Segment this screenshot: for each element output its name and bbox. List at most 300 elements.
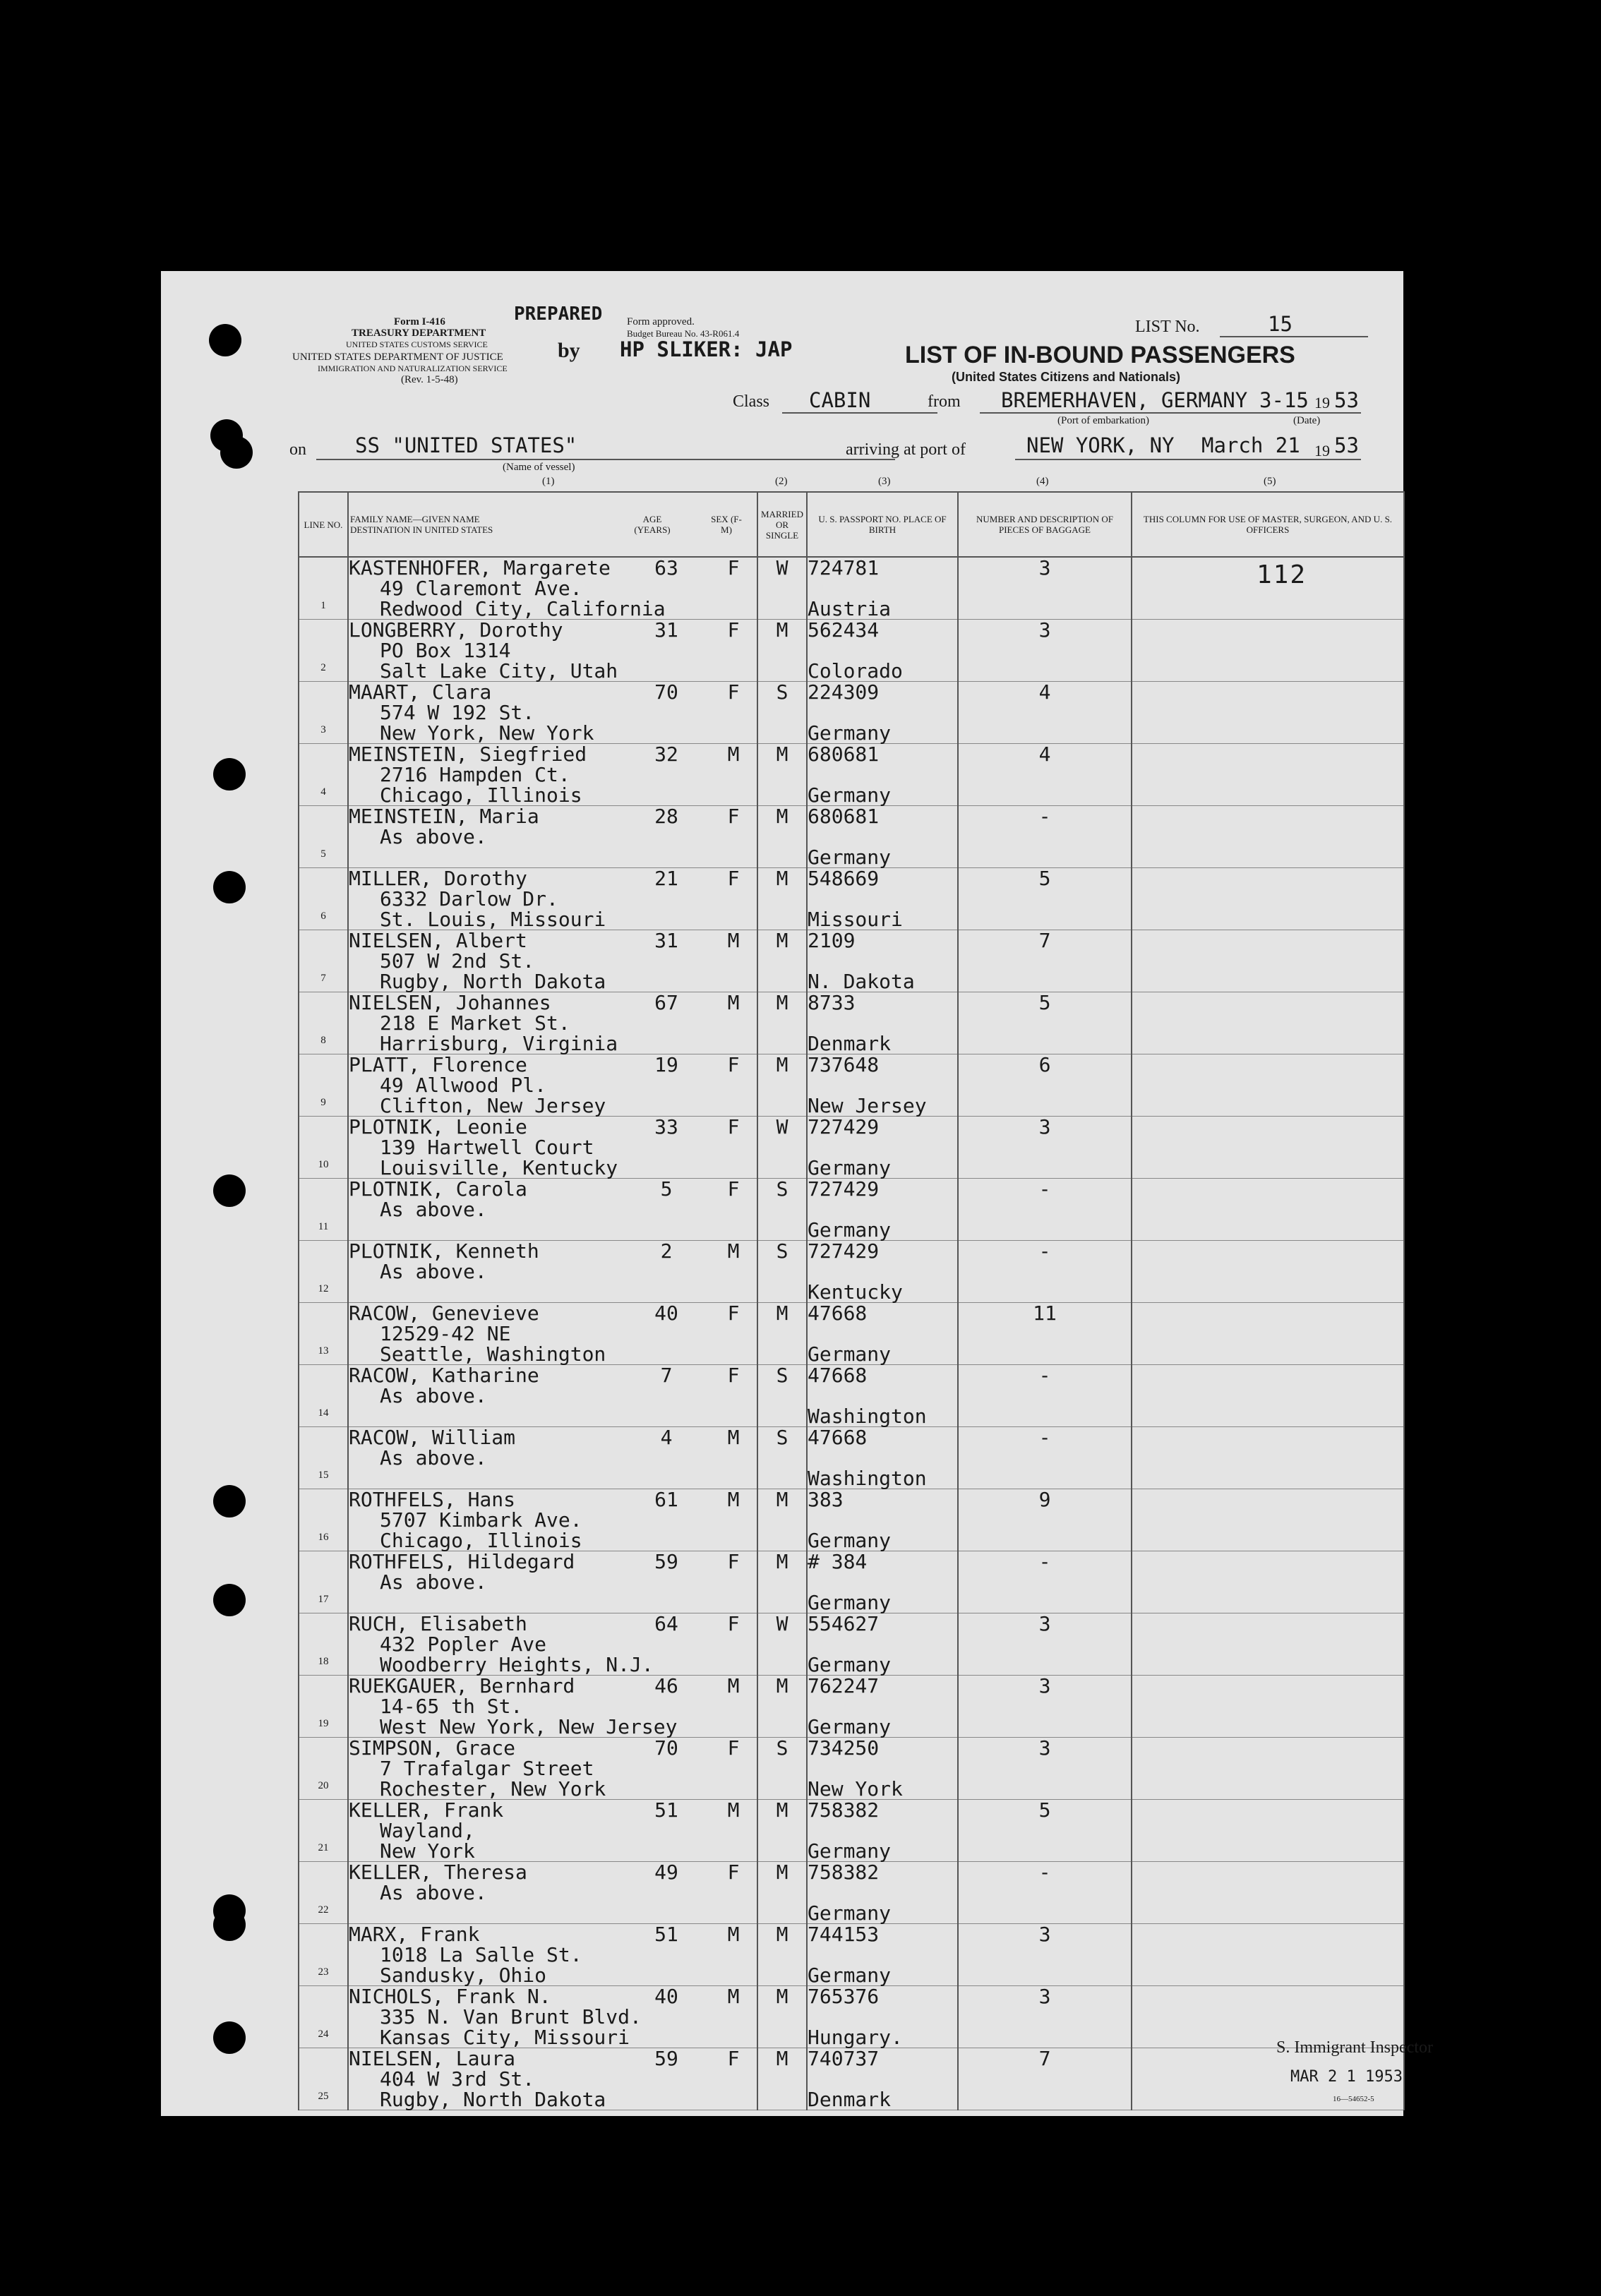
page-title: LIST OF IN-BOUND PASSENGERS [905,342,1295,368]
address-line-1: As above. [380,1260,487,1283]
passenger-name-cell [348,1054,757,1117]
passenger-name-cell [348,992,757,1054]
address-line-2: Chicago, Illinois [380,1529,582,1552]
officer-cell [1132,744,1404,806]
line-number: 13 [299,1303,348,1365]
baggage-count: 3 [958,1117,1132,1179]
passenger-age: 59 [654,2047,678,2070]
passenger-name-cell [348,682,757,744]
officer-cell [1132,1179,1404,1241]
address-line-2: Redwood City, California [380,597,666,620]
passenger-age: 59 [654,1550,678,1573]
table-row [299,1800,1404,1862]
address-line-2: New York, New York [380,721,594,745]
place-of-birth: Colorado [808,659,903,683]
col-num-5: (5) [1264,476,1276,487]
place-of-birth: Germany [808,1529,892,1552]
place-of-birth: Germany [808,721,892,745]
address-line-2: St. Louis, Missouri [380,908,606,931]
form-number: Form I-416 [394,316,445,327]
line-number: 9 [299,1054,348,1117]
passport-cell [807,1179,958,1241]
baggage-count: 9 [958,1489,1132,1551]
passport-number: 383 [808,1488,844,1511]
passenger-name: PLATT, Florence [349,1053,527,1076]
passport-number: 47668 [808,1302,868,1325]
line-number: 6 [299,868,348,930]
punch-hole [213,1174,246,1207]
marital-status: W [757,1117,807,1179]
class-label: Class [733,392,770,411]
passport-cell [807,1738,958,1800]
passenger-name: RACOW, Katharine [349,1364,539,1387]
passenger-sex: M [727,1798,740,1822]
passenger-name: PLOTNIK, Leonie [349,1115,527,1138]
passenger-name-cell [348,1800,757,1862]
passport-number: 758382 [808,1798,880,1822]
baggage-count: - [958,1427,1132,1489]
officer-cell [1132,992,1404,1054]
address-line-2: Rochester, New York [380,1777,606,1801]
line-number: 25 [299,2048,348,2110]
passport-cell [807,1551,958,1613]
passport-number: 727429 [808,1115,880,1138]
passenger-name: MEINSTEIN, Maria [349,805,539,828]
address-line-1: 6332 Darlow Dr. [380,887,558,910]
passenger-name-cell [348,1924,757,1986]
col-num-3: (3) [878,476,891,487]
passenger-age: 7 [660,1364,673,1387]
baggage-count: 3 [958,557,1132,620]
marital-status: W [757,1613,807,1676]
date-caption: (Date) [1293,415,1321,426]
passport-cell [807,744,958,806]
embark-port: BREMERHAVEN, GERMANY [1001,388,1248,412]
passport-number: 680681 [808,743,880,766]
col-num-4: (4) [1036,476,1049,487]
passport-cell [807,1054,958,1117]
passenger-name-cell [348,1489,757,1551]
passenger-sex: F [727,1861,740,1884]
line-number: 3 [299,682,348,744]
baggage-count: 4 [958,744,1132,806]
table-row [299,992,1404,1054]
place-of-birth: Denmark [808,2088,892,2111]
passenger-age: 70 [654,1736,678,1760]
line-number: 7 [299,930,348,992]
place-of-birth: Germany [808,1342,892,1366]
passenger-name-cell [348,1738,757,1800]
passport-cell [807,930,958,992]
line-number: 21 [299,1800,348,1862]
baggage-count: - [958,1241,1132,1303]
address-line-1: 218 E Market St. [380,1011,570,1035]
passenger-sex: M [727,929,740,952]
address-line-2: West New York, New Jersey [380,1715,678,1738]
marital-status: M [757,2048,807,2110]
marital-status: M [757,1800,807,1862]
line-number: 2 [299,620,348,682]
col-married: MARRIED OR SINGLE [757,492,807,557]
passenger-name: MAART, Clara [349,680,492,704]
passenger-sex: M [727,991,740,1014]
baggage-count: 3 [958,1676,1132,1738]
table-row [299,744,1404,806]
address-line-1: Wayland, [380,1819,475,1842]
passenger-sex: M [727,743,740,766]
address-line-1: As above. [380,1881,487,1904]
passenger-name-cell [348,1862,757,1924]
officer-cell [1132,1738,1404,1800]
passport-number: 758382 [808,1861,880,1884]
ins-service: IMMIGRATION AND NATURALIZATION SERVICE [318,363,508,373]
address-line-1: 432 Popler Ave [380,1633,547,1656]
passenger-name: NIELSEN, Laura [349,2047,516,2070]
line-number: 15 [299,1427,348,1489]
treasury-dept: TREASURY DEPARTMENT [352,327,486,339]
passenger-name-cell [348,1117,757,1179]
passenger-age: 21 [654,867,678,890]
line-number: 20 [299,1738,348,1800]
passport-number: 724781 [808,556,880,579]
passport-number: 47668 [808,1426,868,1449]
passenger-age: 64 [654,1612,678,1635]
passenger-age: 32 [654,743,678,766]
embark-year-prefix: 19 [1314,394,1330,411]
arrival-date: March 21 [1201,433,1300,457]
officer-cell [1132,620,1404,682]
passport-cell [807,1800,958,1862]
passenger-name-cell [348,1241,757,1303]
table-row [299,1924,1404,1986]
passenger-sex: F [727,680,740,704]
passenger-name: RUCH, Elisabeth [349,1612,527,1635]
passenger-age: 19 [654,1053,678,1076]
passport-cell [807,1117,958,1179]
place-of-birth: Germany [808,1653,892,1676]
line-number: 24 [299,1986,348,2048]
marital-status: S [757,1179,807,1241]
passport-number: 47668 [808,1364,868,1387]
place-of-birth: New York [808,1777,903,1801]
arrival-port: NEW YORK, NY [1026,433,1175,457]
passport-number: 2109 [808,929,856,952]
passport-number: 765376 [808,1985,880,2008]
baggage-count: 3 [958,1986,1132,2048]
passenger-name-cell [348,1427,757,1489]
punch-hole [213,871,246,903]
baggage-count: 4 [958,682,1132,744]
place-of-birth: Germany [808,1156,892,1179]
officer-cell [1132,1054,1404,1117]
punch-hole [213,1485,246,1517]
address-line-1: 49 Claremont Ave. [380,577,582,600]
address-line-2: Rugby, North Dakota [380,2088,606,2111]
passport-number: 554627 [808,1612,880,1635]
marital-status: W [757,557,807,620]
passport-number: 562434 [808,618,880,642]
list-no: 15 [1268,312,1293,336]
marital-status: M [757,1986,807,2048]
passport-cell [807,1924,958,1986]
col-sex: SEX (F-M) [711,514,742,535]
justice-dept: UNITED STATES DEPARTMENT OF JUSTICE [292,351,503,363]
table-row [299,1303,1404,1365]
arriving-label: arriving at port of [846,440,966,459]
place-of-birth: Germany [808,1964,892,1987]
marital-status: M [757,620,807,682]
line-number: 17 [299,1551,348,1613]
place-of-birth: Germany [808,1839,892,1863]
marital-status: M [757,1676,807,1738]
vessel-name: SS "UNITED STATES" [355,433,577,457]
passenger-name-cell [348,1179,757,1241]
address-line-2: Harrisburg, Virginia [380,1032,618,1055]
place-of-birth: Germany [808,1715,892,1738]
marital-status: M [757,1489,807,1551]
passenger-name: MEINSTEIN, Siegfried [349,743,587,766]
baggage-count: 5 [958,992,1132,1054]
passenger-name: MILLER, Dorothy [349,867,527,890]
passenger-name: PLOTNIK, Kenneth [349,1239,539,1263]
passport-number: 680681 [808,805,880,828]
passenger-name-cell [348,868,757,930]
passenger-sex: F [727,867,740,890]
stamp-date: MAR 2 1 1953 [1290,2068,1403,2086]
list-no-label: LIST No. [1135,318,1200,336]
passenger-sex: F [727,1612,740,1635]
passport-number: 727429 [808,1239,880,1263]
table-row [299,1551,1404,1613]
passenger-age: 40 [654,1302,678,1325]
table-row [299,682,1404,744]
marital-status: S [757,1427,807,1489]
officer-note: 112 [1257,560,1307,589]
punch-hole [209,324,241,356]
passport-number: 734250 [808,1736,880,1760]
baggage-count: - [958,806,1132,868]
punch-hole [220,436,253,469]
passenger-sex: M [727,1923,740,1946]
table-row [299,1676,1404,1738]
prepared-label: PREPARED [514,303,603,325]
passenger-name: SIMPSON, Grace [349,1736,516,1760]
place-of-birth: N. Dakota [808,970,915,993]
table-row [299,1427,1404,1489]
officer-cell [1132,806,1404,868]
officer-cell [1132,682,1404,744]
passenger-sex: F [727,1302,740,1325]
page-subtitle: (United States Citizens and Nationals) [952,370,1181,384]
passport-cell [807,557,958,620]
passenger-name-cell [348,1551,757,1613]
marital-status: S [757,1365,807,1427]
passport-cell [807,620,958,682]
passenger-name: RUEKGAUER, Bernhard [349,1674,575,1697]
col-age: AGE (YEARS) [634,514,671,535]
col-name [348,492,757,557]
passenger-name: LONGBERRY, Dorothy [349,618,563,642]
line-number: 23 [299,1924,348,1986]
address-line-1: 5707 Kimbark Ave. [380,1508,582,1532]
passenger-sex: F [727,1364,740,1387]
marital-status: M [757,1303,807,1365]
punch-hole [213,1909,246,1941]
place-of-birth: Washington [808,1467,927,1490]
passenger-age: 63 [654,556,678,579]
passenger-name-cell [348,1676,757,1738]
officer-cell [1132,868,1404,930]
passenger-sex: F [727,618,740,642]
col-officers: THIS COLUMN FOR USE OF MASTER, SURGEON, AND U. S. OFFICERS [1132,492,1404,557]
table-row [299,1117,1404,1179]
table-row [299,620,1404,682]
passport-cell [807,1365,958,1427]
passenger-sex: M [727,1488,740,1511]
address-line-1: 404 W 3rd St. [380,2067,535,2091]
passenger-sex: M [727,1674,740,1697]
passport-cell [807,1862,958,1924]
marital-status: M [757,1924,807,1986]
officer-cell [1132,1303,1404,1365]
passport-number: 727429 [808,1177,880,1201]
marital-status: M [757,930,807,992]
line-number: 16 [299,1489,348,1551]
line-number: 22 [299,1862,348,1924]
vessel-caption: (Name of vessel) [503,462,575,473]
passenger-age: 70 [654,680,678,704]
passport-cell [807,1241,958,1303]
passenger-age: 51 [654,1923,678,1946]
table-row [299,1054,1404,1117]
address-line-1: 12529-42 NE [380,1322,511,1345]
officer-cell [1132,1117,1404,1179]
baggage-count: 3 [958,1738,1132,1800]
punch-hole [213,758,246,791]
line-number: 4 [299,744,348,806]
passport-number: 548669 [808,867,880,890]
passport-number: 744153 [808,1923,880,1946]
col-name-label: FAMILY NAME—GIVEN NAME DESTINATION IN UNITED STATES [350,514,493,535]
arrival-year: 53 [1334,433,1359,457]
passenger-name: NICHOLS, Frank N. [349,1985,551,2008]
marital-status: M [757,868,807,930]
passport-cell [807,992,958,1054]
passenger-name-cell [348,930,757,992]
officer-cell [1132,1924,1404,1986]
passport-cell [807,682,958,744]
place-of-birth: Missouri [808,908,903,931]
passenger-name: RACOW, William [349,1426,516,1449]
baggage-count: 6 [958,1054,1132,1117]
passenger-name-cell [348,1303,757,1365]
port-caption: (Port of embarkation) [1057,415,1149,426]
baggage-count: 5 [958,1800,1132,1862]
passenger-name-cell [348,744,757,806]
line-number: 14 [299,1365,348,1427]
officer-cell [1132,1489,1404,1551]
baggage-count: 5 [958,868,1132,930]
table-row [299,1613,1404,1676]
passport-cell [807,868,958,930]
officer-cell [1132,930,1404,992]
address-line-1: 335 N. Van Brunt Blvd. [380,2005,642,2028]
marital-status: S [757,1738,807,1800]
passenger-sex: M [727,1985,740,2008]
address-line-1: 1018 La Salle St. [380,1943,582,1966]
place-of-birth: Germany [808,1218,892,1242]
baggage-count: 11 [958,1303,1132,1365]
line-number: 11 [299,1179,348,1241]
passport-cell [807,2048,958,2110]
address-line-2: New York [380,1839,475,1863]
place-of-birth: Germany [808,1901,892,1925]
passenger-age: 49 [654,1861,678,1884]
officer-cell [1132,1862,1404,1924]
passenger-name: KELLER, Frank [349,1798,504,1822]
address-line-2: Sandusky, Ohio [380,1964,547,1987]
table-row [299,1241,1404,1303]
passenger-age: 2 [660,1239,673,1263]
address-line-2: Woodberry Heights, N.J. [380,1653,654,1676]
passenger-age: 31 [654,618,678,642]
line-number: 18 [299,1613,348,1676]
passenger-sex: F [727,1550,740,1573]
address-line-1: As above. [380,825,487,848]
budget-bureau: Budget Bureau No. 43-R061.4 [627,328,740,339]
baggage-count: 7 [958,930,1132,992]
officer-cell [1132,1800,1404,1862]
customs-service: UNITED STATES CUSTOMS SERVICE [346,339,488,349]
table-row [299,1489,1404,1551]
line-number: 1 [299,557,348,620]
table-row [299,806,1404,868]
passenger-sex: F [727,1736,740,1760]
baggage-count: - [958,1365,1132,1427]
baggage-count: - [958,1862,1132,1924]
passenger-name: ROTHFELS, Hildegard [349,1550,575,1573]
passenger-age: 28 [654,805,678,828]
punch-hole [213,2021,246,2054]
address-line-1: 2716 Hampden Ct. [380,763,570,786]
arrival-year-prefix: 19 [1314,442,1330,459]
officer-cell [1132,1365,1404,1427]
marital-status: M [757,1054,807,1117]
place-of-birth: Germany [808,783,892,807]
passport-number: 737648 [808,1053,880,1076]
passenger-age: 51 [654,1798,678,1822]
on-label: on [289,440,306,459]
passport-number: # 384 [808,1550,868,1573]
passport-number: 8733 [808,991,856,1014]
line-number: 19 [299,1676,348,1738]
officer-cell [1132,1427,1404,1489]
class-value: CABIN [809,388,871,412]
passenger-name: NIELSEN, Albert [349,929,527,952]
address-line-1: 507 W 2nd St. [380,949,535,973]
passenger-age: 33 [654,1115,678,1138]
line-number: 12 [299,1241,348,1303]
passenger-sex: M [727,1426,740,1449]
embark-year: 53 [1334,388,1359,412]
address-line-2: Seattle, Washington [380,1342,606,1366]
marital-status: M [757,992,807,1054]
address-line-1: 49 Allwood Pl. [380,1074,547,1097]
place-of-birth: Germany [808,846,892,869]
table-row [299,1738,1404,1800]
baggage-count: 7 [958,2048,1132,2110]
passenger-sex: F [727,805,740,828]
